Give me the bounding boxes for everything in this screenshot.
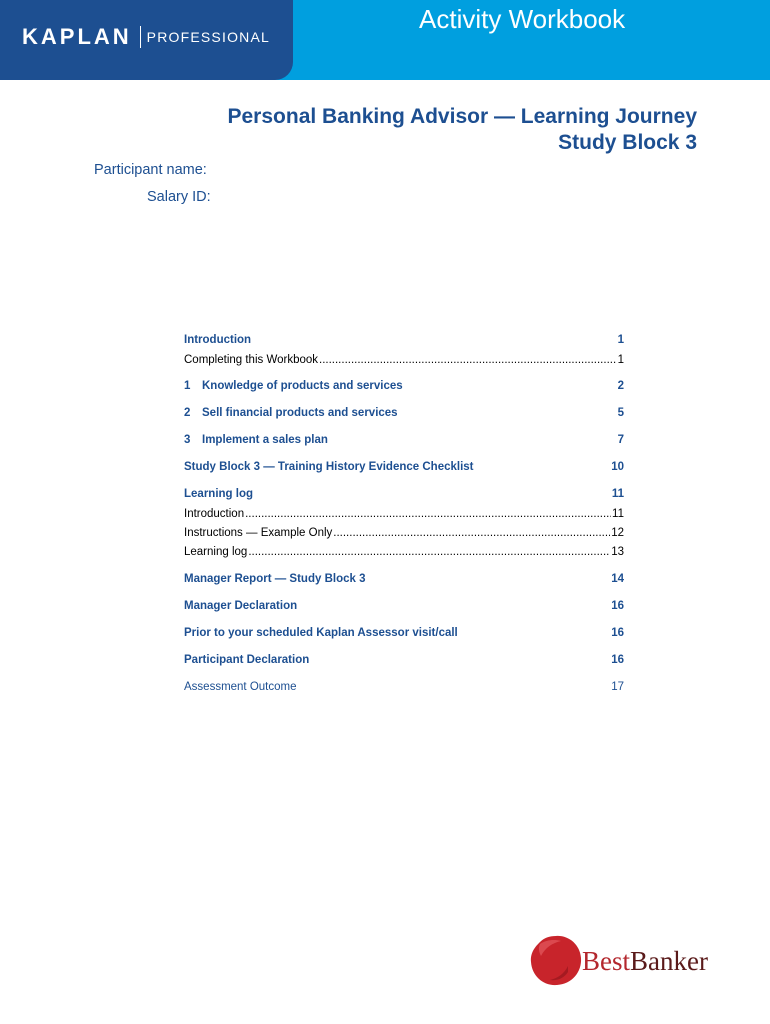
toc-title: Completing this Workbook — [184, 354, 319, 366]
toc-entry-section-2[interactable] — [184, 407, 624, 419]
toc-page: 16 — [611, 654, 624, 666]
toc-title: Study Block 3 — Training History Evidence Checklist — [184, 461, 474, 473]
toc-leader-dots — [248, 546, 610, 558]
logo-main-text: KAPLAN — [22, 24, 132, 49]
toc-entry-participant-declaration[interactable] — [184, 654, 624, 666]
toc-title: Participant Declaration — [184, 654, 310, 666]
wordmark-banker: Banker — [630, 946, 708, 976]
toc-leader-dots — [319, 354, 617, 366]
salary-id-label: Salary ID: — [147, 189, 211, 205]
bestbanker-emblem-icon — [528, 932, 584, 988]
workbook-title: Activity Workbook — [419, 4, 626, 34]
kaplan-logo-text — [22, 24, 270, 50]
toc-number: 3 — [184, 434, 191, 446]
toc-title-text: Sell financial products and services — [202, 407, 398, 419]
toc-title: Assessment Outcome — [184, 681, 297, 693]
toc-entry-section-3[interactable] — [184, 434, 624, 446]
toc-entry-instructions[interactable] — [184, 527, 624, 539]
toc-title: Introduction — [184, 508, 245, 520]
toc-page: 16 — [611, 600, 624, 612]
toc-page: 13 — [611, 546, 624, 558]
toc-title — [184, 380, 403, 392]
toc-page: 2 — [617, 380, 624, 392]
toc-title: Manager Report — Study Block 3 — [184, 573, 366, 585]
toc-entry-evidence-checklist[interactable] — [184, 461, 624, 473]
toc-title: Prior to your scheduled Kaplan Assessor visit/call — [184, 627, 458, 639]
toc-page: 1 — [617, 354, 624, 366]
logo-sub-text: PROFESSIONAL — [146, 29, 270, 45]
toc-page: 1 — [617, 334, 624, 346]
toc-page: 5 — [617, 407, 624, 419]
toc-page: 16 — [611, 627, 624, 639]
toc-title: Learning log — [184, 546, 248, 558]
toc-title: Learning log — [184, 488, 253, 500]
toc-entry-learning-log-sub[interactable] — [184, 546, 624, 558]
document-title — [228, 104, 698, 156]
toc-entry-learning-log[interactable] — [184, 488, 624, 500]
toc-page: 7 — [617, 434, 624, 446]
toc-title-text: Knowledge of products and services — [202, 380, 403, 392]
toc-title — [184, 434, 328, 446]
toc-title: Instructions — Example Only — [184, 527, 333, 539]
bestbanker-wordmark — [582, 946, 708, 977]
logo-divider — [140, 26, 141, 48]
title-line-1: Personal Banking Advisor — Learning Journey — [227, 105, 697, 128]
toc-entry-introduction[interactable] — [184, 334, 624, 346]
toc-title — [184, 407, 398, 419]
title-line-2: Study Block 3 — [558, 131, 697, 154]
wordmark-best: Best — [582, 946, 631, 976]
toc-entry-prior-to-assessor-visit[interactable] — [184, 627, 624, 639]
toc-page: 11 — [611, 488, 624, 500]
toc-leader-dots — [333, 527, 610, 539]
toc-title-text: Implement a sales plan — [202, 434, 328, 446]
toc-entry-completing-workbook[interactable] — [184, 354, 624, 366]
toc-page: 11 — [612, 508, 624, 520]
toc-title: Manager Declaration — [184, 600, 298, 612]
toc-page: 10 — [611, 461, 624, 473]
toc-entry-learning-log-introduction[interactable] — [184, 508, 624, 520]
toc-entry-section-1[interactable] — [184, 380, 624, 392]
toc-number: 2 — [184, 407, 191, 419]
toc-leader-dots — [245, 508, 611, 520]
toc-page: 14 — [611, 573, 624, 585]
participant-name-label: Participant name: — [94, 162, 207, 178]
bestbanker-logo — [528, 932, 738, 988]
toc-number: 1 — [184, 380, 191, 392]
toc-entry-assessment-outcome[interactable] — [184, 681, 624, 693]
toc-title: Introduction — [184, 334, 252, 346]
toc-entry-manager-declaration[interactable] — [184, 600, 624, 612]
kaplan-logo — [0, 0, 293, 80]
toc-page: 17 — [611, 681, 624, 693]
toc-page: 12 — [611, 527, 624, 539]
toc-entry-manager-report[interactable] — [184, 573, 624, 585]
